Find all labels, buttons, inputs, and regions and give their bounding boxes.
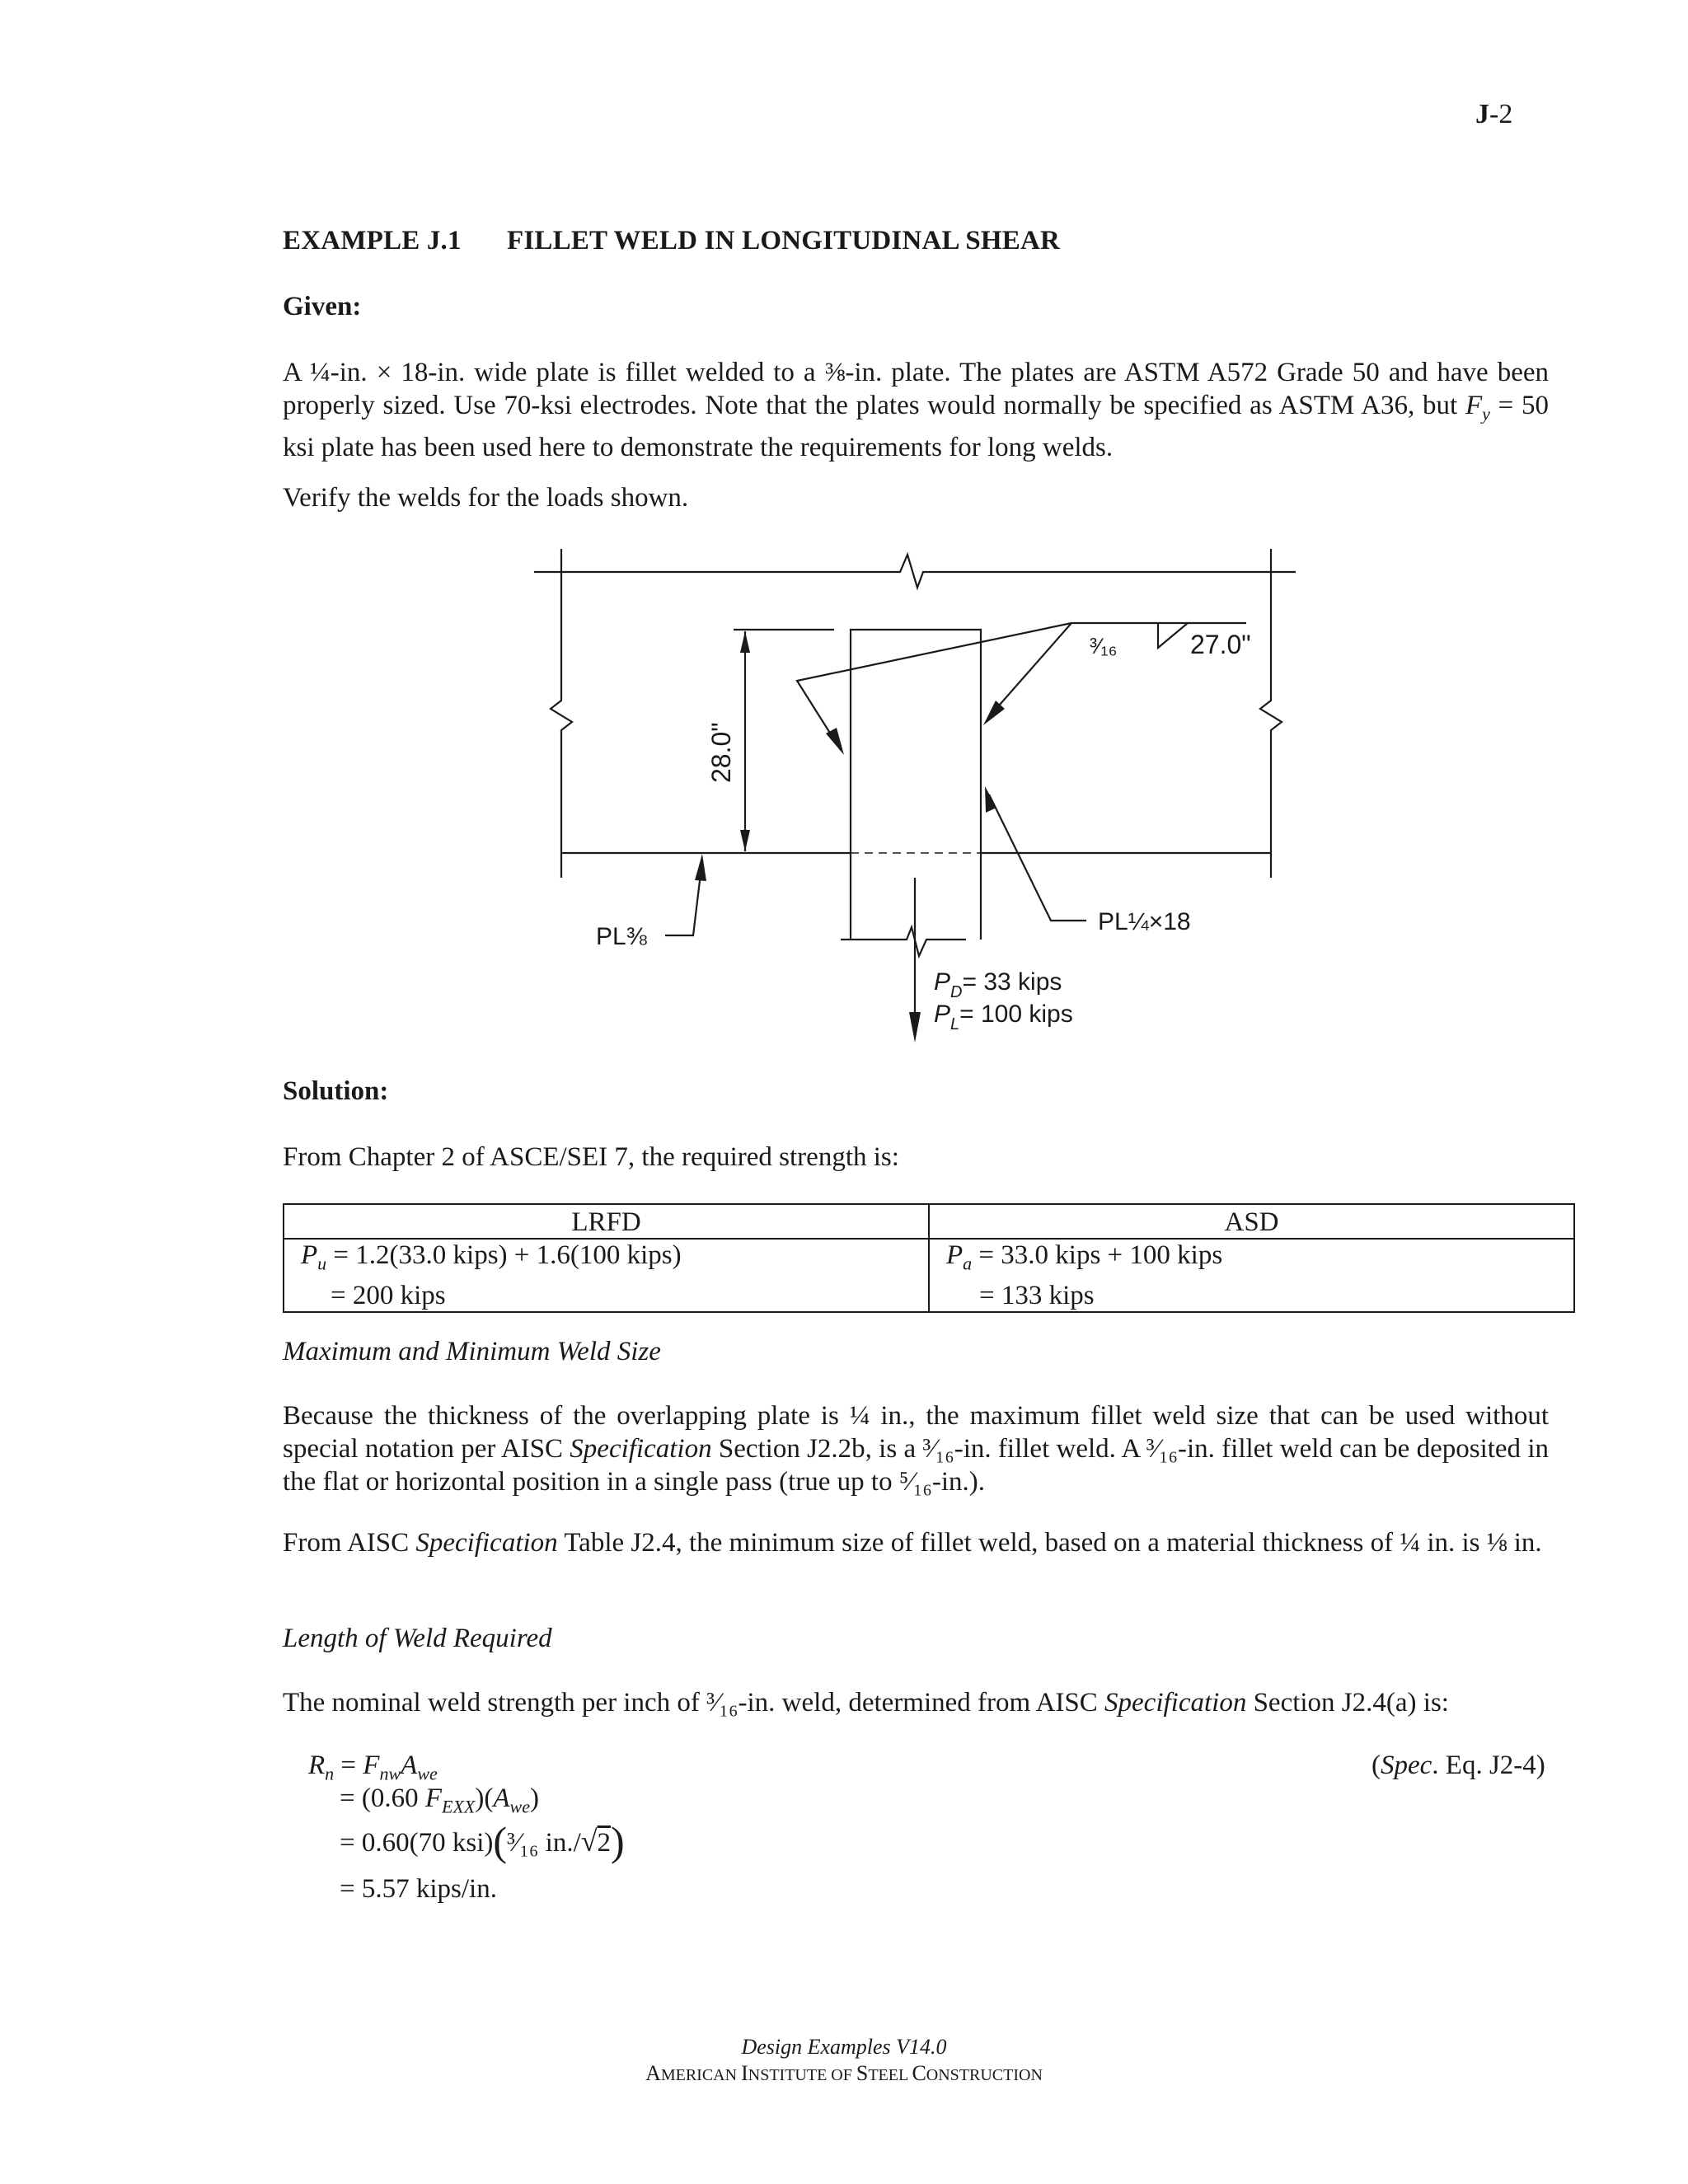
weld-leader-left [797,623,1071,750]
dim-arrow-bottom [740,830,750,851]
dim-arrow-top [740,631,750,653]
page-number: J-2 [1475,99,1513,129]
lrfd-header: LRFD [284,1204,929,1239]
asd-line2: = 133 kips [979,1280,1095,1310]
example-title: FILLET WELD IN LONGITUDINAL SHEAR [507,226,1061,255]
weld-size-label: ³⁄₁₆ [1090,634,1118,658]
footer [0,2034,1688,2088]
plate-bottom-break [841,927,966,956]
solution-intro: From Chapter 2 of ASCE/SEI 7, the required strength is: [283,1142,899,1172]
plate-leader-right [989,794,1086,921]
left-boundary [551,549,572,878]
weld-size-paragraph-2: From AISC Specification Table J2.4, the minimum size of fillet weld, based on a material thickness of ¼ in. is ⅛ in. [283,1528,1542,1558]
plate-length-label: 28.0" [706,722,736,783]
asd-line1: $P_a = 33.0$ kips + 100 kips [946,1240,1223,1274]
live-load-label: $P_L= 100$ kips [934,1001,1073,1033]
equation-line-1: $R_n = F_{nw}A_{we}$ [308,1750,438,1784]
arrow-plate-right [985,786,996,813]
right-boundary [1260,549,1282,878]
example-number: EXAMPLE J.1 [283,226,462,255]
dead-load-label: $P_D= 33$ kips [934,968,1062,1001]
asd-header: ASD [929,1204,1574,1239]
equation-line-2: = (0.60 $F_{EXX})(A_{we})$ [340,1783,539,1817]
lrfd-cell [284,1239,929,1312]
top-break-line [534,555,1296,588]
solution-heading: Solution: [283,1076,389,1106]
weld-size-heading: Maximum and Minimum Weld Size [283,1337,661,1366]
plate-right-label: PL¼×18 [1098,908,1191,935]
length-heading: Length of Weld Required [283,1624,552,1653]
weld-size-paragraph-1: Because the thickness of the overlapping plate is ¼ in., the maximum fillet weld size that can be used without special notation per AISC Specification Section J2.2b, is a ³⁄₁₆-in. fillet weld. A ³⁄₁₆-in. fillet weld can be deposited in the flat or horizontal position in a single pass (true up to ⁵⁄₁₆-in.). [283,1401,1549,1497]
given-instruction: Verify the welds for the loads shown. [283,483,689,513]
load-arrowhead [909,1012,921,1043]
equation-reference: (Spec. Eq. J2-4) [1372,1750,1545,1780]
lrfd-line2: = 200 kips [331,1280,446,1310]
equation-line-4: = 5.57 kips/in. [340,1874,497,1904]
footer-publisher: AMERICAN INSTITUTE OF STEEL CONSTRUCTION [645,2061,1043,2085]
arrow-weld-right [983,701,1005,725]
lrfd-line1: $P_u = 1.2(33.0$ kips) + 1.6(100 kips) [301,1240,682,1274]
given-heading: Given: [283,292,362,321]
length-paragraph: The nominal weld strength per inch of ³⁄₁₆-in. weld, determined from AISC Specification Section J2.4(a) is: [283,1688,1449,1718]
weld-length-label: 27.0" [1190,630,1251,659]
fillet-weld-symbol [1158,623,1188,648]
equation-line-3: = 0.60(70 ksi)(³⁄₁₆ in./√2) [340,1818,625,1864]
plate-left-label: PL⅜ [596,923,647,950]
arrow-plate-left [695,854,706,881]
asd-cell [929,1239,1574,1312]
required-strength-table [283,1203,1575,1313]
footer-title: Design Examples V14.0 [741,2035,947,2059]
given-paragraph: A ¼-in. × 18-in. wide plate is fillet welded to a ⅜-in. plate. The plates are ASTM A572 Grade 50 and have been properly sized. Use 70-ksi electrodes. Note that the plates would normally be specified as ASTM A36, but $F_y = 50$ ksi plate has been used here to demonstrate the requirements for long welds. [283,358,1549,462]
